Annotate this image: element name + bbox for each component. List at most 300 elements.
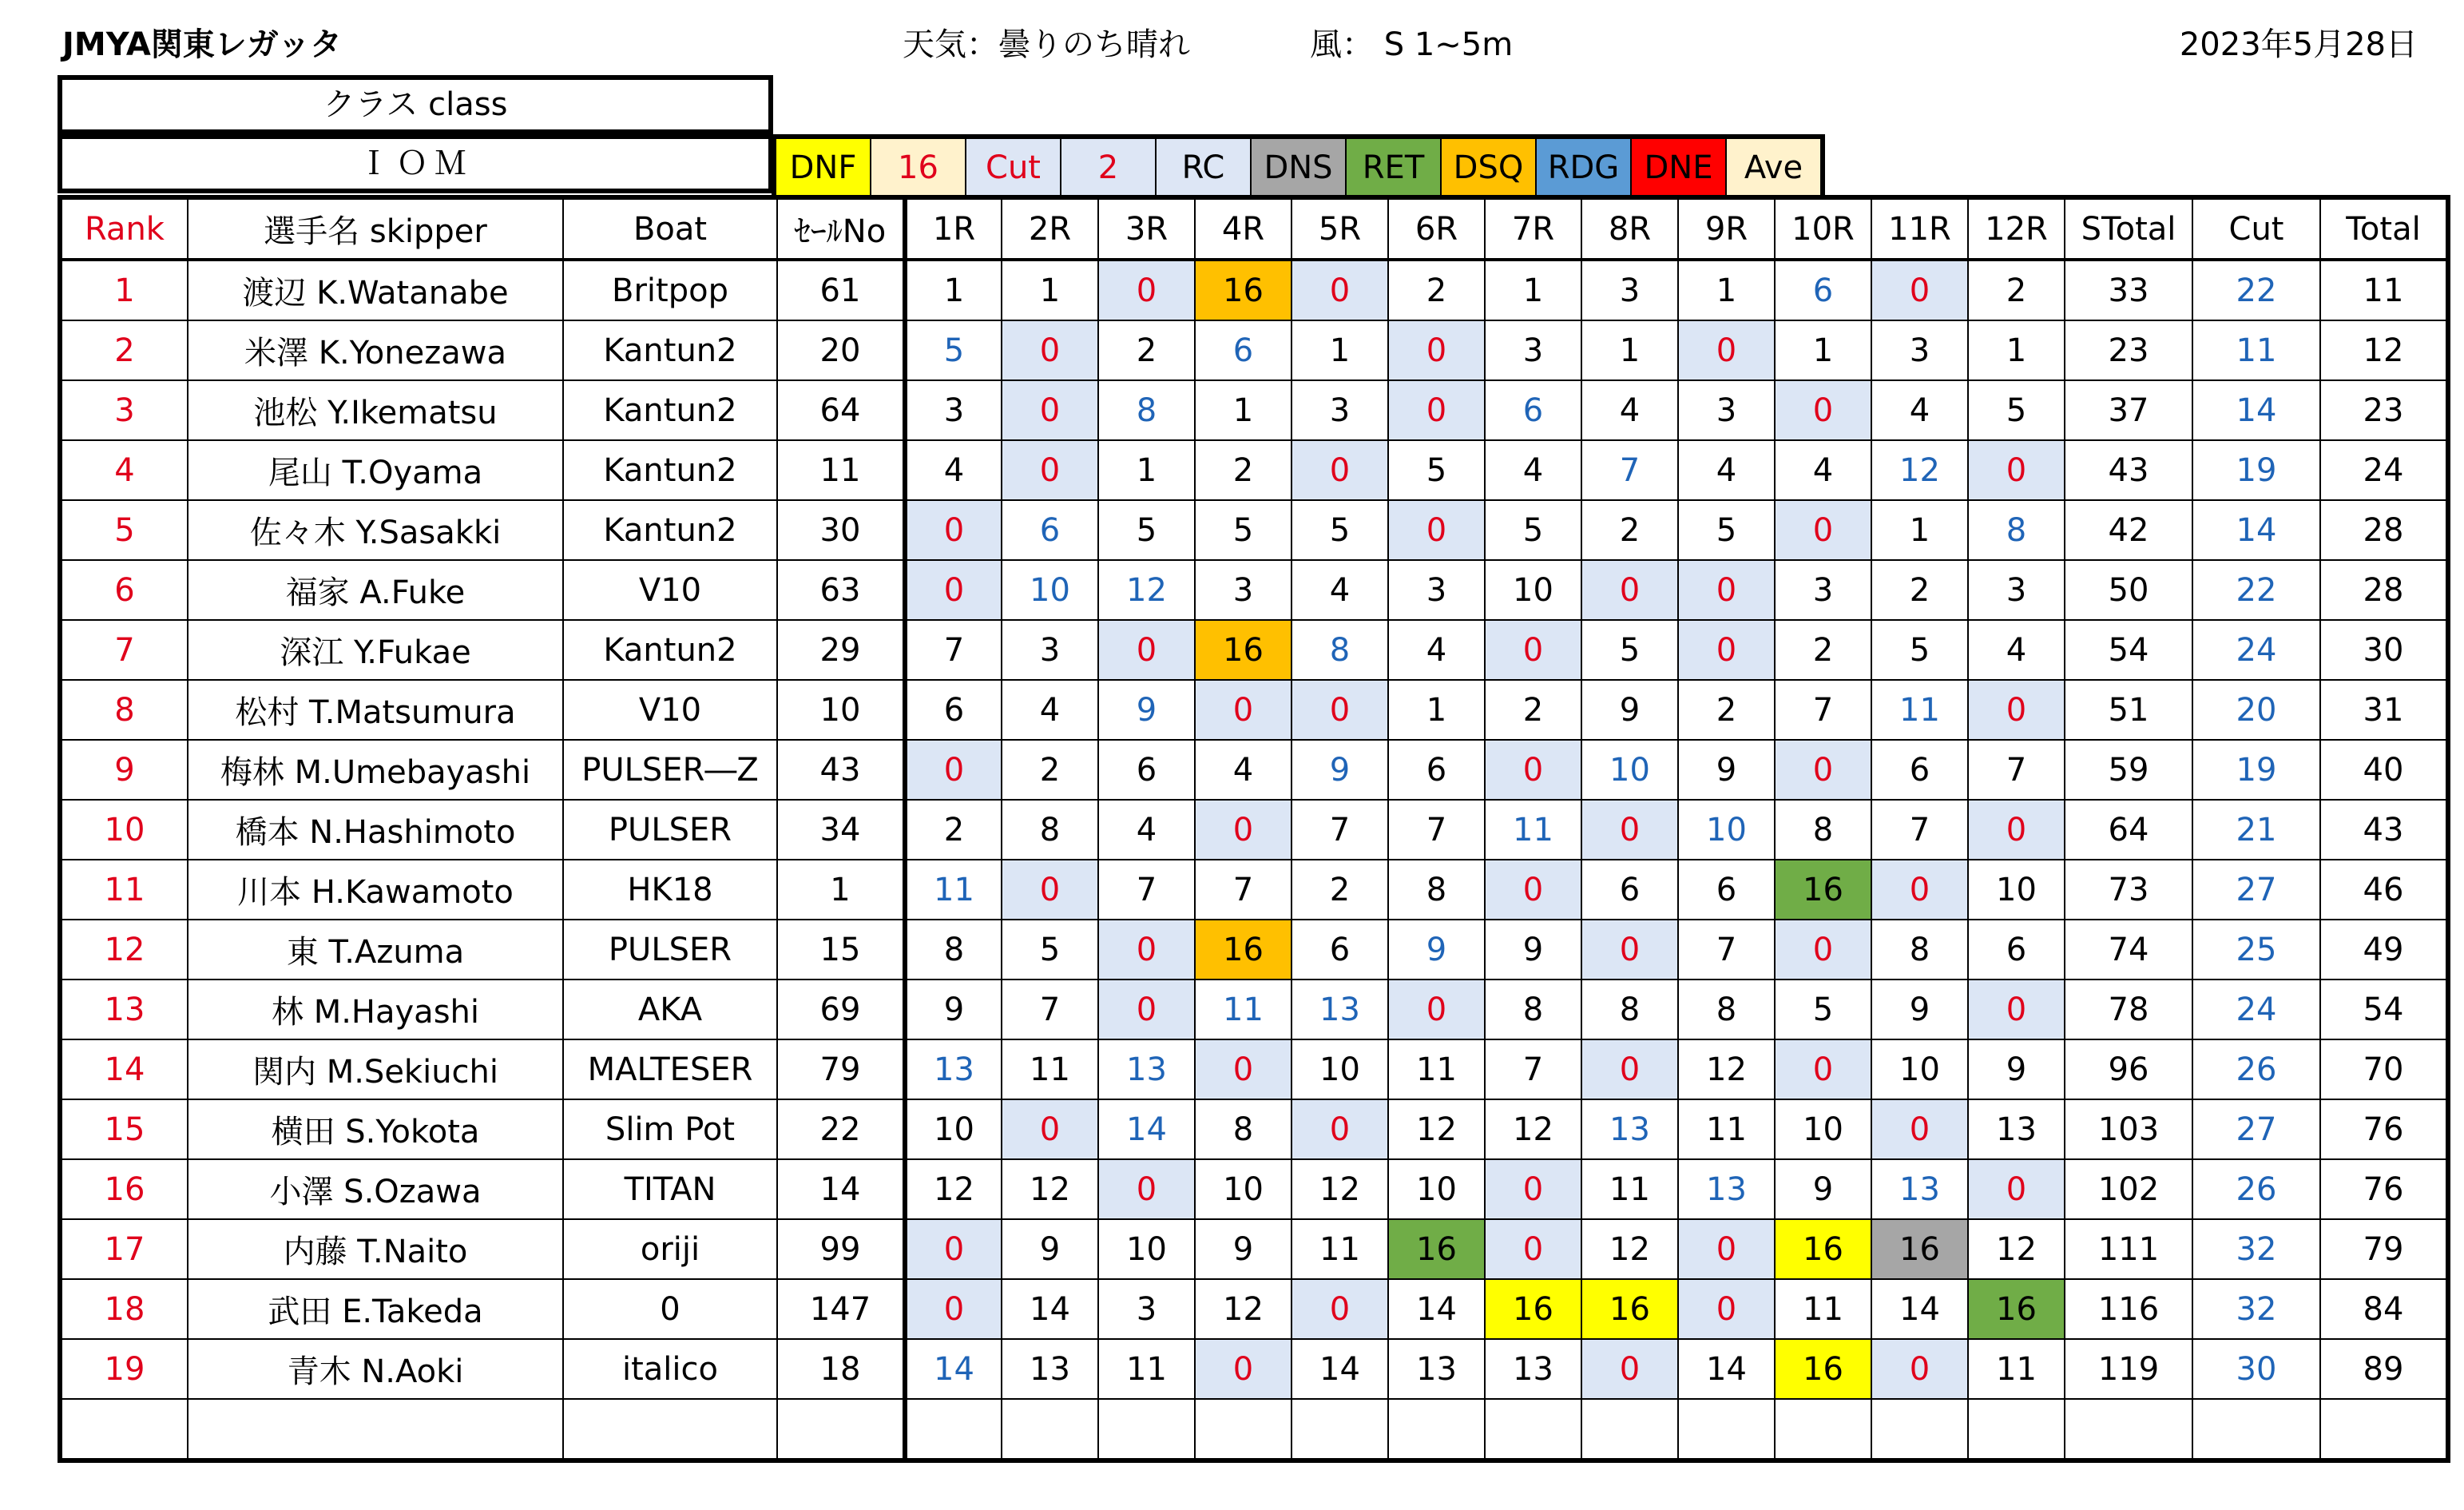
race-cell: 6 <box>1968 920 2065 980</box>
race-cell: 10 <box>1968 860 2065 920</box>
race-cell: 1 <box>1098 440 1195 500</box>
table-row <box>60 1159 2448 1219</box>
total-cell: 54 <box>2320 980 2448 1039</box>
race-cell: 16 <box>1195 920 1292 980</box>
race-cell: 4 <box>1678 440 1775 500</box>
race-cell: 0 <box>1292 1099 1388 1159</box>
legend-dsq: DSQ <box>1442 139 1537 197</box>
table-row <box>60 800 2448 860</box>
race-cell: 3 <box>1968 560 2065 620</box>
race-cell: 12 <box>1002 1159 1098 1219</box>
race-cell: 13 <box>1678 1159 1775 1219</box>
race-cell: 14 <box>1871 1279 1968 1339</box>
total-cell: 46 <box>2320 860 2448 920</box>
legend-dns: DNS <box>1252 139 1347 197</box>
race-cell: 0 <box>1002 1099 1098 1159</box>
race-cell: 11 <box>1678 1099 1775 1159</box>
race-cell: 6 <box>1485 380 1581 440</box>
table-row <box>60 1099 2448 1159</box>
cut-cell: 32 <box>2192 1279 2320 1339</box>
col-header: 2R <box>1002 197 1098 260</box>
cut-cell: 20 <box>2192 680 2320 740</box>
cut-cell: 32 <box>2192 1219 2320 1279</box>
race-cell: 13 <box>1871 1159 1968 1219</box>
race-cell: 8 <box>1581 980 1678 1039</box>
col-header: 5R <box>1292 197 1388 260</box>
sail-cell: 69 <box>777 980 905 1039</box>
race-cell: 0 <box>1292 680 1388 740</box>
race-cell: 0 <box>1871 860 1968 920</box>
empty-cell <box>1292 1399 1388 1460</box>
boat-cell: TITAN <box>563 1159 777 1219</box>
boat-cell: PULSER <box>563 800 777 860</box>
sail-cell: 20 <box>777 320 905 380</box>
race-cell: 0 <box>1195 800 1292 860</box>
race-cell: 0 <box>905 740 1002 800</box>
race-cell: 4 <box>1775 440 1871 500</box>
race-cell: 5 <box>1871 620 1968 680</box>
race-cell: 7 <box>1388 800 1485 860</box>
race-cell: 0 <box>1581 800 1678 860</box>
table-row <box>60 740 2448 800</box>
race-cell: 0 <box>1002 440 1098 500</box>
sail-cell: 30 <box>777 500 905 560</box>
legend-ave: Ave <box>1727 139 1820 197</box>
race-cell: 11 <box>1871 680 1968 740</box>
total-cell: 11 <box>2320 260 2448 320</box>
race-cell: 4 <box>1485 440 1581 500</box>
race-cell: 7 <box>1581 440 1678 500</box>
col-header: 7R <box>1485 197 1581 260</box>
empty-cell <box>188 1399 563 1460</box>
race-cell: 0 <box>1775 500 1871 560</box>
race-cell: 1 <box>1485 260 1581 320</box>
race-cell: 8 <box>1485 980 1581 1039</box>
cut-cell: 22 <box>2192 260 2320 320</box>
race-cell: 3 <box>1678 380 1775 440</box>
race-cell: 0 <box>1485 1219 1581 1279</box>
race-cell: 2 <box>1098 320 1195 380</box>
race-cell: 3 <box>1485 320 1581 380</box>
race-cell: 11 <box>1292 1219 1388 1279</box>
race-cell: 0 <box>1292 260 1388 320</box>
race-cell: 8 <box>905 920 1002 980</box>
legend-cut: Cut <box>966 139 1061 197</box>
rank-cell: 17 <box>60 1219 188 1279</box>
cut-cell: 19 <box>2192 740 2320 800</box>
col-header: 6R <box>1388 197 1485 260</box>
cut-cell: 26 <box>2192 1159 2320 1219</box>
race-cell: 0 <box>905 560 1002 620</box>
skipper-cell: 松村 T.Matsumura <box>188 680 563 740</box>
race-cell: 5 <box>1968 380 2065 440</box>
table-row <box>60 980 2448 1039</box>
col-header: 3R <box>1098 197 1195 260</box>
stotal-cell: 33 <box>2065 260 2192 320</box>
legend-2: 2 <box>1061 139 1157 197</box>
race-cell: 8 <box>1388 860 1485 920</box>
race-cell: 4 <box>1002 680 1098 740</box>
legend-rc: RC <box>1157 139 1252 197</box>
race-cell: 3 <box>1388 560 1485 620</box>
race-cell: 0 <box>1871 1099 1968 1159</box>
race-cell: 0 <box>1098 1159 1195 1219</box>
race-cell: 0 <box>1678 560 1775 620</box>
skipper-cell: 東 T.Azuma <box>188 920 563 980</box>
empty-cell <box>1195 1399 1292 1460</box>
table-row <box>60 1279 2448 1339</box>
skipper-cell: 武田 E.Takeda <box>188 1279 563 1339</box>
race-cell: 5 <box>1195 500 1292 560</box>
total-cell: 28 <box>2320 500 2448 560</box>
race-cell: 0 <box>1292 1279 1388 1339</box>
empty-row <box>60 1399 2448 1460</box>
race-cell: 14 <box>1678 1339 1775 1399</box>
race-cell: 9 <box>905 980 1002 1039</box>
table-row <box>60 500 2448 560</box>
weather-text: 天気：曇りのち晴れ <box>903 26 1190 63</box>
cut-cell: 27 <box>2192 860 2320 920</box>
boat-cell: italico <box>563 1339 777 1399</box>
total-cell: 76 <box>2320 1159 2448 1219</box>
total-cell: 23 <box>2320 380 2448 440</box>
race-cell: 10 <box>1292 1039 1388 1099</box>
race-cell: 11 <box>905 860 1002 920</box>
race-cell: 0 <box>1195 680 1292 740</box>
race-cell: 0 <box>1775 740 1871 800</box>
race-cell: 13 <box>905 1039 1002 1099</box>
race-cell: 6 <box>905 680 1002 740</box>
cut-cell: 26 <box>2192 1039 2320 1099</box>
rank-cell: 6 <box>60 560 188 620</box>
table-row <box>60 680 2448 740</box>
sail-cell: 63 <box>777 560 905 620</box>
boat-cell: PULSER―Z <box>563 740 777 800</box>
stotal-cell: 54 <box>2065 620 2192 680</box>
wind-text: 風： S 1~5m <box>1310 26 1514 63</box>
race-cell: 3 <box>1775 560 1871 620</box>
col-header: 11R <box>1871 197 1968 260</box>
header-row <box>60 197 2448 260</box>
empty-cell <box>1388 1399 1485 1460</box>
rank-cell: 18 <box>60 1279 188 1339</box>
race-cell: 5 <box>1002 920 1098 980</box>
race-cell: 0 <box>1002 320 1098 380</box>
skipper-cell: 米澤 K.Yonezawa <box>188 320 563 380</box>
race-cell: 8 <box>1002 800 1098 860</box>
stotal-cell: 51 <box>2065 680 2192 740</box>
empty-cell <box>2320 1399 2448 1460</box>
skipper-cell: 林 M.Hayashi <box>188 980 563 1039</box>
race-cell: 2 <box>1968 260 2065 320</box>
race-cell: 0 <box>1195 1339 1292 1399</box>
cut-cell: 19 <box>2192 440 2320 500</box>
race-cell: 0 <box>1581 560 1678 620</box>
race-cell: 16 <box>1775 860 1871 920</box>
boat-cell: Kantun2 <box>563 380 777 440</box>
stotal-cell: 74 <box>2065 920 2192 980</box>
race-cell: 2 <box>1485 680 1581 740</box>
boat-cell: Slim Pot <box>563 1099 777 1159</box>
empty-cell <box>1775 1399 1871 1460</box>
race-cell: 0 <box>1002 380 1098 440</box>
empty-cell <box>1871 1399 1968 1460</box>
stotal-cell: 116 <box>2065 1279 2192 1339</box>
results-table <box>58 195 2450 1463</box>
race-cell: 0 <box>1098 920 1195 980</box>
boat-cell: Kantun2 <box>563 500 777 560</box>
race-cell: 6 <box>1581 860 1678 920</box>
race-cell: 12 <box>905 1159 1002 1219</box>
stotal-cell: 73 <box>2065 860 2192 920</box>
skipper-cell: 小澤 S.Ozawa <box>188 1159 563 1219</box>
sail-cell: 11 <box>777 440 905 500</box>
stotal-cell: 37 <box>2065 380 2192 440</box>
race-cell: 6 <box>1775 260 1871 320</box>
empty-cell <box>60 1399 188 1460</box>
race-cell: 16 <box>1485 1279 1581 1339</box>
race-cell: 1 <box>1968 320 2065 380</box>
race-cell: 12 <box>1388 1099 1485 1159</box>
cut-cell: 14 <box>2192 500 2320 560</box>
rank-cell: 3 <box>60 380 188 440</box>
col-header: 1R <box>905 197 1002 260</box>
rank-cell: 12 <box>60 920 188 980</box>
regatta-title: JMYA関東レガッタ <box>62 26 342 63</box>
race-cell: 10 <box>1678 800 1775 860</box>
sail-cell: 79 <box>777 1039 905 1099</box>
table-row <box>60 260 2448 320</box>
col-header: Rank <box>60 197 188 260</box>
boat-cell: Kantun2 <box>563 320 777 380</box>
stotal-cell: 103 <box>2065 1099 2192 1159</box>
race-cell: 11 <box>1775 1279 1871 1339</box>
empty-cell <box>563 1399 777 1460</box>
boat-cell: V10 <box>563 560 777 620</box>
race-cell: 0 <box>1775 920 1871 980</box>
race-cell: 0 <box>1388 980 1485 1039</box>
race-cell: 3 <box>1098 1279 1195 1339</box>
race-cell: 8 <box>1098 380 1195 440</box>
boat-cell: V10 <box>563 680 777 740</box>
table-row <box>60 920 2448 980</box>
race-cell: 10 <box>1485 560 1581 620</box>
race-cell: 12 <box>1871 440 1968 500</box>
race-cell: 0 <box>1968 440 2065 500</box>
race-cell: 9 <box>1002 1219 1098 1279</box>
cut-cell: 24 <box>2192 980 2320 1039</box>
col-header: 4R <box>1195 197 1292 260</box>
race-cell: 11 <box>1485 800 1581 860</box>
col-header: 12R <box>1968 197 2065 260</box>
sail-cell: 29 <box>777 620 905 680</box>
rank-cell: 4 <box>60 440 188 500</box>
race-cell: 16 <box>1195 260 1292 320</box>
race-cell: 1 <box>905 260 1002 320</box>
skipper-cell: 渡辺 K.Watanabe <box>188 260 563 320</box>
race-cell: 11 <box>1388 1039 1485 1099</box>
race-cell: 0 <box>1002 860 1098 920</box>
sail-cell: 10 <box>777 680 905 740</box>
skipper-cell: 関内 M.Sekiuchi <box>188 1039 563 1099</box>
col-header: 10R <box>1775 197 1871 260</box>
race-cell: 9 <box>1195 1219 1292 1279</box>
cut-cell: 22 <box>2192 560 2320 620</box>
race-cell: 0 <box>1678 320 1775 380</box>
skipper-cell: 池松 Y.Ikematsu <box>188 380 563 440</box>
race-cell: 2 <box>1678 680 1775 740</box>
race-cell: 0 <box>1388 320 1485 380</box>
race-cell: 9 <box>1098 680 1195 740</box>
table-row <box>60 440 2448 500</box>
race-cell: 0 <box>1581 920 1678 980</box>
legend-16: 16 <box>871 139 966 197</box>
boat-cell: Kantun2 <box>563 440 777 500</box>
race-cell: 1 <box>1292 320 1388 380</box>
legend-rdg: RDG <box>1537 139 1632 197</box>
empty-cell <box>1968 1399 2065 1460</box>
race-cell: 14 <box>1388 1279 1485 1339</box>
table-row <box>60 320 2448 380</box>
race-cell: 11 <box>1098 1339 1195 1399</box>
race-cell: 1 <box>1388 680 1485 740</box>
race-cell: 0 <box>1098 260 1195 320</box>
total-cell: 24 <box>2320 440 2448 500</box>
cut-cell: 25 <box>2192 920 2320 980</box>
empty-cell <box>2065 1399 2192 1460</box>
race-cell: 0 <box>905 1279 1002 1339</box>
race-cell: 6 <box>1678 860 1775 920</box>
rank-cell: 14 <box>60 1039 188 1099</box>
race-cell: 8 <box>1775 800 1871 860</box>
stotal-cell: 96 <box>2065 1039 2192 1099</box>
stotal-cell: 43 <box>2065 440 2192 500</box>
race-cell: 0 <box>1485 1159 1581 1219</box>
race-cell: 3 <box>1002 620 1098 680</box>
race-cell: 5 <box>905 320 1002 380</box>
race-cell: 5 <box>1485 500 1581 560</box>
legend-dnf: DNF <box>776 139 871 197</box>
race-cell: 7 <box>1292 800 1388 860</box>
col-header: Cut <box>2192 197 2320 260</box>
legend-dne: DNE <box>1632 139 1727 197</box>
race-cell: 1 <box>1775 320 1871 380</box>
race-cell: 0 <box>1775 1039 1871 1099</box>
sail-cell: 64 <box>777 380 905 440</box>
race-cell: 3 <box>1292 380 1388 440</box>
sail-cell: 147 <box>777 1279 905 1339</box>
date-text: 2023年5月28日 <box>2179 26 2418 63</box>
table-row <box>60 1039 2448 1099</box>
col-header: 9R <box>1678 197 1775 260</box>
race-cell: 14 <box>905 1339 1002 1399</box>
table-row <box>60 1219 2448 1279</box>
race-cell: 0 <box>1968 680 2065 740</box>
stotal-cell: 119 <box>2065 1339 2192 1399</box>
total-cell: 28 <box>2320 560 2448 620</box>
class-label: クラス class <box>58 75 773 134</box>
sail-cell: 15 <box>777 920 905 980</box>
total-cell: 76 <box>2320 1099 2448 1159</box>
race-cell: 16 <box>1581 1279 1678 1339</box>
race-cell: 9 <box>1485 920 1581 980</box>
race-cell: 4 <box>905 440 1002 500</box>
race-cell: 8 <box>1292 620 1388 680</box>
skipper-cell: 梅林 M.Umebayashi <box>188 740 563 800</box>
race-cell: 2 <box>1388 260 1485 320</box>
race-cell: 0 <box>1678 620 1775 680</box>
race-cell: 0 <box>1581 1039 1678 1099</box>
race-cell: 0 <box>1871 1339 1968 1399</box>
race-cell: 6 <box>1871 740 1968 800</box>
rank-cell: 5 <box>60 500 188 560</box>
empty-cell <box>2192 1399 2320 1460</box>
race-cell: 0 <box>1388 500 1485 560</box>
boat-cell: PULSER <box>563 920 777 980</box>
skipper-cell: 佐々木 Y.Sasakki <box>188 500 563 560</box>
race-cell: 0 <box>1195 1039 1292 1099</box>
rank-cell: 1 <box>60 260 188 320</box>
race-cell: 0 <box>1678 1219 1775 1279</box>
race-cell: 10 <box>905 1099 1002 1159</box>
skipper-cell: 尾山 T.Oyama <box>188 440 563 500</box>
empty-cell <box>1002 1399 1098 1460</box>
skipper-cell: 内藤 T.Naito <box>188 1219 563 1279</box>
cut-cell: 27 <box>2192 1099 2320 1159</box>
boat-cell: 0 <box>563 1279 777 1339</box>
skipper-cell: 横田 S.Yokota <box>188 1099 563 1159</box>
race-cell: 4 <box>1195 740 1292 800</box>
race-cell: 0 <box>905 500 1002 560</box>
cut-cell: 30 <box>2192 1339 2320 1399</box>
skipper-cell: 川本 H.Kawamoto <box>188 860 563 920</box>
stotal-cell: 64 <box>2065 800 2192 860</box>
race-cell: 7 <box>1775 680 1871 740</box>
race-cell: 1 <box>1002 260 1098 320</box>
col-header: 選手名 skipper <box>188 197 563 260</box>
race-cell: 14 <box>1002 1279 1098 1339</box>
race-cell: 11 <box>1195 980 1292 1039</box>
cut-cell: 14 <box>2192 380 2320 440</box>
sail-cell: 61 <box>777 260 905 320</box>
race-cell: 13 <box>1388 1339 1485 1399</box>
race-cell: 13 <box>1292 980 1388 1039</box>
race-cell: 2 <box>905 800 1002 860</box>
race-cell: 9 <box>1388 920 1485 980</box>
race-cell: 7 <box>1871 800 1968 860</box>
race-cell: 11 <box>1581 1159 1678 1219</box>
stotal-cell: 50 <box>2065 560 2192 620</box>
race-cell: 0 <box>1581 1339 1678 1399</box>
race-cell: 2 <box>1775 620 1871 680</box>
legend-ret: RET <box>1347 139 1442 197</box>
class-name: ＩＯＭ <box>58 134 773 193</box>
total-cell: 84 <box>2320 1279 2448 1339</box>
race-cell: 2 <box>1195 440 1292 500</box>
skipper-cell: 橋本 N.Hashimoto <box>188 800 563 860</box>
race-cell: 5 <box>1775 980 1871 1039</box>
boat-cell: AKA <box>563 980 777 1039</box>
race-cell: 0 <box>1968 980 2065 1039</box>
race-cell: 1 <box>1678 260 1775 320</box>
sail-cell: 99 <box>777 1219 905 1279</box>
race-cell: 0 <box>1968 1159 2065 1219</box>
race-cell: 9 <box>1968 1039 2065 1099</box>
rank-cell: 8 <box>60 680 188 740</box>
total-cell: 49 <box>2320 920 2448 980</box>
rank-cell: 11 <box>60 860 188 920</box>
race-cell: 13 <box>1485 1339 1581 1399</box>
